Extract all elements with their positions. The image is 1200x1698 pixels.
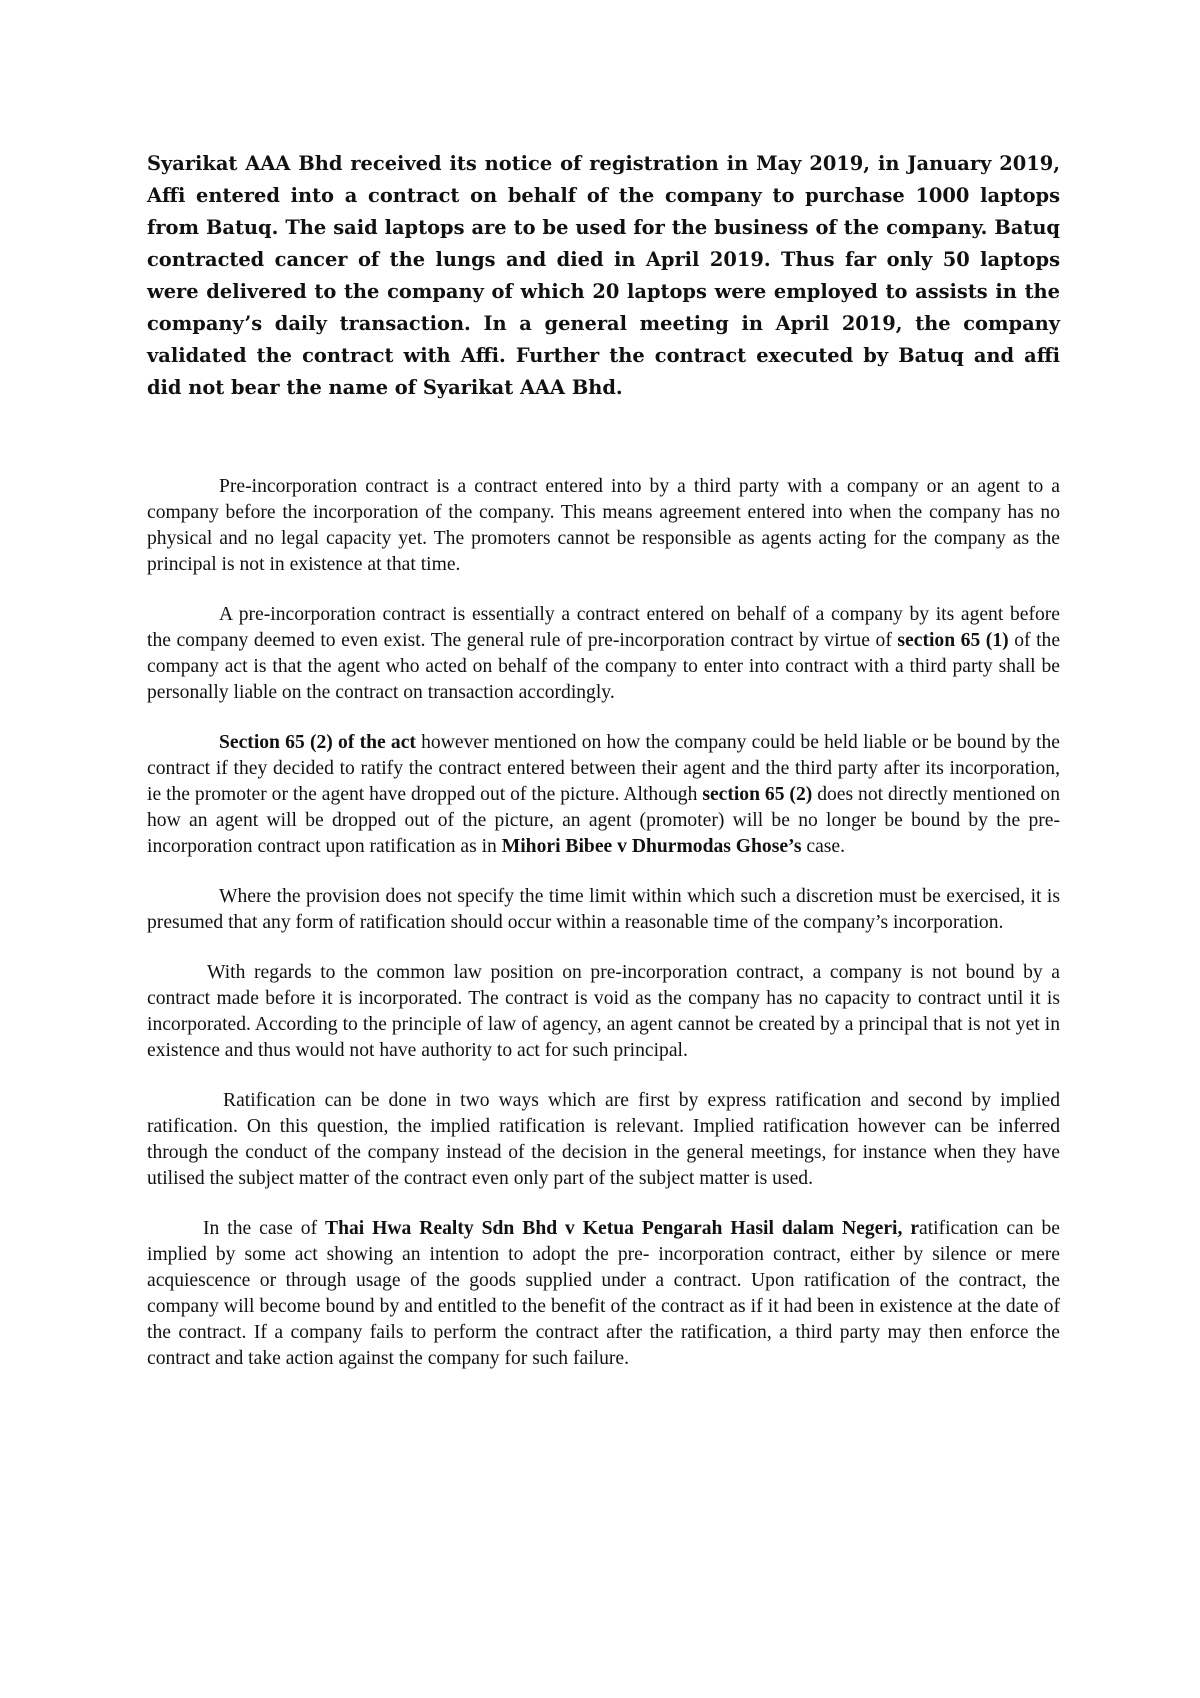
case-name: Thai Hwa Realty Sdn Bhd v Ketua Pengarah Hasil dalam Negeri, r — [325, 1218, 920, 1239]
text-run: of the company act is that the agent who acted on behalf of the company to enter into contract with a third party shall be personally liable on the contract on transaction accordingly. — [147, 630, 1061, 703]
paragraph-pre-incorporation-definition: Pre-incorporation contract is a contract entered into by a third party with a company or an agent to a company before the incorporation of the company. This means agreement entered into when the company has no physical and no legal capacity yet. The promoters cannot be responsible as agents acting for the company as the principal is not in existence at that time. — [147, 476, 1060, 575]
answer-body — [147, 474, 1060, 1372]
text-run: A pre-incorporation contract is essentially a contract entered on behalf of a company by its agent before the company deemed to even exist. The general rule of pre-incorporation contract by virtue of — [147, 604, 1060, 651]
text-run: however mentioned on how the company could be held liable or be bound by the contract if they decided to ratify the contract entered between their agent and the third party after its incorporation, ie the promoter or the agent have dropped out of the picture. Although — [147, 732, 1060, 805]
paragraph-thai-hwa-case — [147, 1216, 1060, 1372]
text-run: does not directly mentioned on how an agent will be dropped out of the picture, an agent (promoter) will be no longer be bound by the pre-incorporation contract upon ratification as in — [147, 784, 1060, 857]
text-run: case. — [801, 836, 845, 857]
statute-reference: section 65 (2) — [702, 784, 813, 805]
paragraph-general-rule — [147, 602, 1060, 706]
statute-reference: section 65 (1) — [897, 630, 1009, 651]
case-name: Mihori Bibee v Dhurmodas Ghose’s — [501, 836, 802, 857]
text-run: In the case of — [203, 1218, 326, 1239]
text-run: atification can be implied by some act showing an intention to adopt the pre- incorporation contract, either by silence or mere acquiescence or through usage of the goods supplied under a contract. Upon ratification of the contract, the company will become bound by and entitled to the benefit of the contract as if it had been in existence at the date of the contract. If a company fails to perform the contract after the ratification, a third party may then enforce the contract and take action against the company for such failure. — [147, 1218, 1061, 1369]
paragraph-ratification: Ratification can be done in two ways which are first by express ratification and second by implied ratification. On this question, the implied ratification is relevant. Implied ratification however can be inferred through the conduct of the company instead of the decision in the general meetings, for instance when they have utilised the subject matter of the contract even only part of the subject matter is used. — [147, 1090, 1060, 1189]
question-text: Syarikat AAA Bhd received its notice of registration in May 2019, in January 2019, Affi entered into a contract on behalf of the company to purchase 1000 laptops from Batuq. The said laptops are to be used for the business of the company. Batuq contracted cancer of the lungs and died in April 2019. Thus far only 50 laptops were delivered to the company of which 20 laptops were employed to assists in the company’s daily transaction. In a general meeting in April 2019, the company validated the contract with Affi. Further the contract executed by Batuq and affi did not bear the name of Syarikat AAA Bhd. — [147, 152, 1060, 399]
paragraph-common-law: With regards to the common law position on pre-incorporation contract, a company is not bound by a contract made before it is incorporated. The contract is void as the company has no capacity to contract until it is incorporated. According to the principle of law of agency, an agent cannot be created by a principal that is not yet in existence and thus would not have authority to act for such principal. — [147, 962, 1060, 1061]
paragraph-section-65-2 — [147, 730, 1060, 860]
statute-reference: Section 65 (2) of the act — [219, 732, 416, 753]
paragraph-time-limit: Where the provision does not specify the time limit within which such a discretion must be exercised, it is presumed that any form of ratification should occur within a reasonable time of the company’s incorporation. — [147, 886, 1060, 933]
